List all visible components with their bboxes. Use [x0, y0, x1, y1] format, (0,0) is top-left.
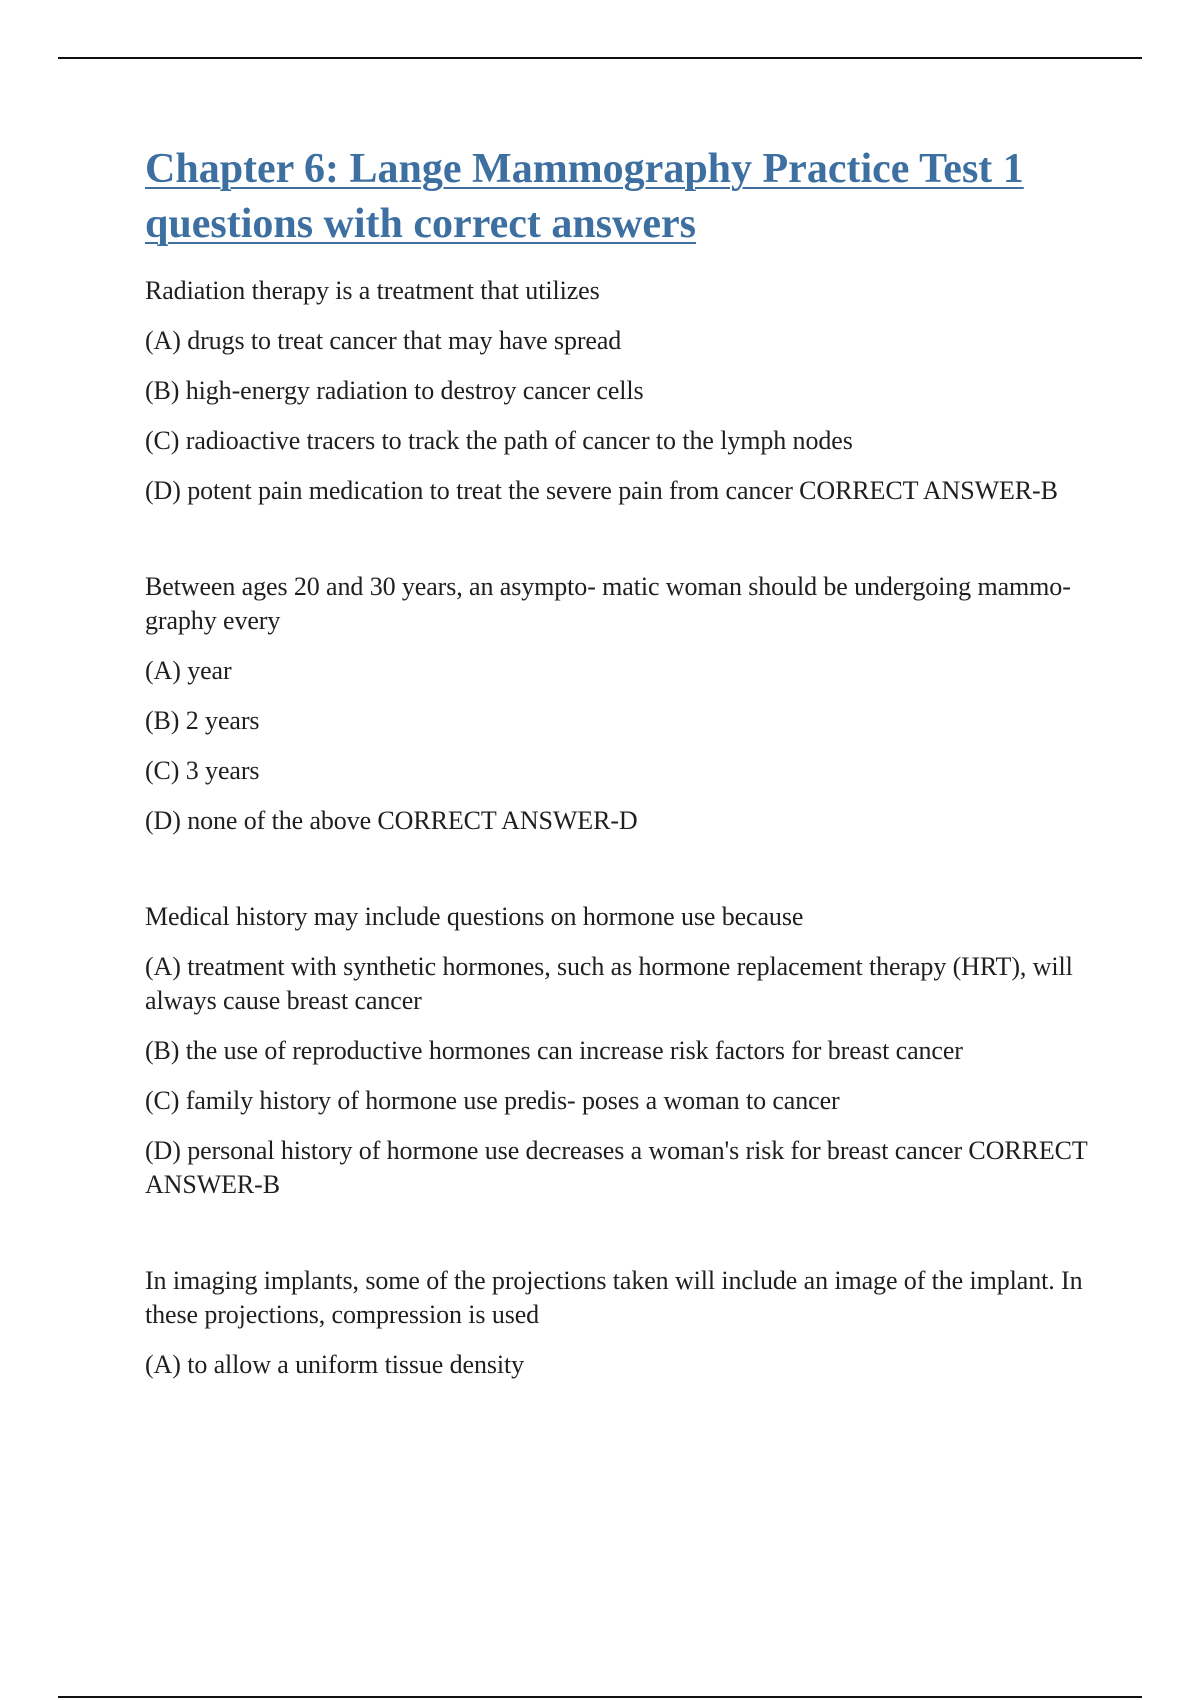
answer-option: (B) high-energy radiation to destroy cancer cells	[145, 376, 644, 405]
answer-option: (D) potent pain medication to treat the severe pain from cancer CORRECT ANSWER-B	[145, 476, 1058, 505]
question-3	[145, 900, 1095, 1202]
answer-option: (C) radioactive tracers to track the path of cancer to the lymph nodes	[145, 426, 853, 455]
answer-option: (A) treatment with synthetic hormones, such as hormone replacement therapy (HRT), will always cause breast cancer	[145, 952, 1073, 1015]
question-stem: Medical history may include questions on hormone use because	[145, 902, 804, 931]
answer-option: (C) 3 years	[145, 756, 260, 785]
answer-option: (D) personal history of hormone use decreases a woman's risk for breast cancer CORRECT ANSWER-B	[145, 1136, 1088, 1199]
top-rule	[58, 57, 1142, 59]
document-body	[145, 142, 1095, 1444]
question-stem: In imaging implants, some of the projections taken will include an image of the implant. In these projections, compression is used	[145, 1266, 1083, 1329]
answer-option: (A) to allow a uniform tissue density	[145, 1350, 525, 1379]
answer-option: (A) year	[145, 656, 232, 685]
bottom-rule	[58, 1696, 1142, 1698]
question-4	[145, 1264, 1095, 1382]
answer-option: (B) 2 years	[145, 706, 260, 735]
answer-option: (D) none of the above CORRECT ANSWER-D	[145, 806, 638, 835]
question-stem: Between ages 20 and 30 years, an asympto- matic woman should be undergoing mammo- graphy every	[145, 572, 1071, 635]
question-stem: Radiation therapy is a treatment that utilizes	[145, 276, 600, 305]
answer-option: (A) drugs to treat cancer that may have spread	[145, 326, 622, 355]
answer-option: (C) family history of hormone use predis- poses a woman to cancer	[145, 1086, 840, 1115]
question-1	[145, 274, 1095, 508]
answer-option: (B) the use of reproductive hormones can increase risk factors for breast cancer	[145, 1036, 963, 1065]
question-2	[145, 570, 1095, 838]
document-title: Chapter 6: Lange Mammography Practice Test 1 questions with correct answers	[145, 146, 1024, 247]
